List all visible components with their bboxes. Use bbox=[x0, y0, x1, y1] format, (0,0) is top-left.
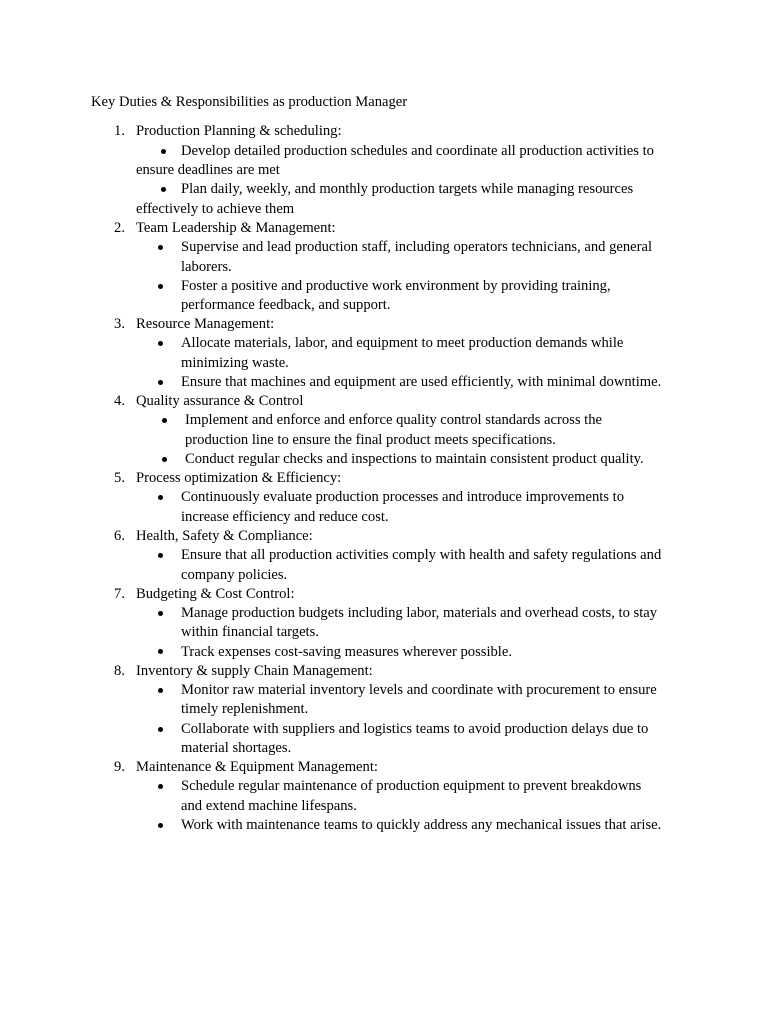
section-number: 6. bbox=[114, 528, 125, 544]
section-number: 5. bbox=[114, 470, 125, 486]
bullet-line: within financial targets. bbox=[181, 624, 319, 640]
section-heading: Health, Safety & Compliance: bbox=[136, 528, 313, 544]
section-number: 9. bbox=[114, 759, 125, 775]
bullet-line: Ensure that all production activities comply with health and safety regulations and bbox=[181, 547, 662, 563]
bullet-line: Manage production budgets including labor, materials and overhead costs, to stay bbox=[181, 605, 658, 621]
bullet-line: Plan daily, weekly, and monthly production targets while managing resources bbox=[181, 181, 634, 197]
bullet-icon bbox=[162, 418, 167, 423]
bullet-line: increase efficiency and reduce cost. bbox=[181, 509, 389, 525]
section-heading: Inventory & supply Chain Management: bbox=[136, 663, 373, 679]
bullet-icon bbox=[158, 284, 163, 289]
bullet-line: Implement and enforce and enforce quality control standards across the bbox=[185, 412, 602, 428]
bullet-line: laborers. bbox=[181, 259, 232, 275]
bullet-icon bbox=[158, 688, 163, 693]
section-number: 8. bbox=[114, 663, 125, 679]
section-heading: Production Planning & scheduling: bbox=[136, 123, 342, 139]
bullet-line: Schedule regular maintenance of production equipment to prevent breakdowns bbox=[181, 778, 642, 794]
bullet-line: Allocate materials, labor, and equipment to meet production demands while bbox=[181, 335, 624, 351]
bullet-icon bbox=[158, 611, 163, 616]
section-heading: Process optimization & Efficiency: bbox=[136, 470, 342, 486]
document-title: Key Duties & Responsibilities as production Manager bbox=[91, 94, 408, 110]
bullet-icon bbox=[161, 149, 166, 154]
section-number: 4. bbox=[114, 393, 125, 409]
bullet-line: timely replenishment. bbox=[181, 701, 309, 717]
bullet-icon bbox=[158, 727, 163, 732]
bullet-line: Monitor raw material inventory levels and coordinate with procurement to ensure bbox=[181, 682, 657, 698]
bullet-line: material shortages. bbox=[181, 740, 292, 756]
section-number: 1. bbox=[114, 123, 125, 139]
bullet-icon bbox=[158, 784, 163, 789]
section-heading: Maintenance & Equipment Management: bbox=[136, 759, 378, 775]
bullet-line: Continuously evaluate production processes and introduce improvements to bbox=[181, 489, 624, 505]
section-number: 7. bbox=[114, 586, 125, 602]
bullet-line: Collaborate with suppliers and logistics teams to avoid production delays due to bbox=[181, 721, 649, 737]
bullet-line: Conduct regular checks and inspections to maintain consistent product quality. bbox=[185, 451, 644, 467]
bullet-icon bbox=[161, 187, 166, 192]
bullet-line: and extend machine lifespans. bbox=[181, 798, 357, 814]
bullet-line: Supervise and lead production staff, including operators technicians, and general bbox=[181, 239, 653, 255]
bullet-line: Ensure that machines and equipment are used efficiently, with minimal downtime. bbox=[181, 374, 662, 390]
section-heading: Resource Management: bbox=[136, 316, 275, 332]
bullet-icon bbox=[158, 553, 163, 558]
bullet-icon bbox=[158, 245, 163, 250]
bullet-line: minimizing waste. bbox=[181, 355, 289, 371]
bullet-icon bbox=[158, 649, 163, 654]
section-heading: Quality assurance & Control bbox=[136, 393, 304, 409]
bullet-line: performance feedback, and support. bbox=[181, 297, 391, 313]
section-heading: Team Leadership & Management: bbox=[136, 220, 336, 236]
bullet-line: ensure deadlines are met bbox=[136, 162, 280, 178]
section-number: 3. bbox=[114, 316, 125, 332]
section-heading: Budgeting & Cost Control: bbox=[136, 586, 295, 602]
bullet-icon bbox=[158, 341, 163, 346]
bullet-line: production line to ensure the final product meets specifications. bbox=[185, 432, 556, 448]
bullet-line: Track expenses cost-saving measures wherever possible. bbox=[181, 644, 512, 660]
section-number: 2. bbox=[114, 220, 125, 236]
bullet-line: Foster a positive and productive work environment by providing training, bbox=[181, 278, 611, 294]
bullet-line: Work with maintenance teams to quickly address any mechanical issues that arise. bbox=[181, 817, 662, 833]
bullet-icon bbox=[162, 457, 167, 462]
bullet-icon bbox=[158, 823, 163, 828]
bullet-line: Develop detailed production schedules and coordinate all production activities to bbox=[181, 143, 654, 159]
bullet-icon bbox=[158, 380, 163, 385]
bullet-line: company policies. bbox=[181, 567, 288, 583]
bullet-icon bbox=[158, 495, 163, 500]
bullet-line: effectively to achieve them bbox=[136, 201, 295, 217]
